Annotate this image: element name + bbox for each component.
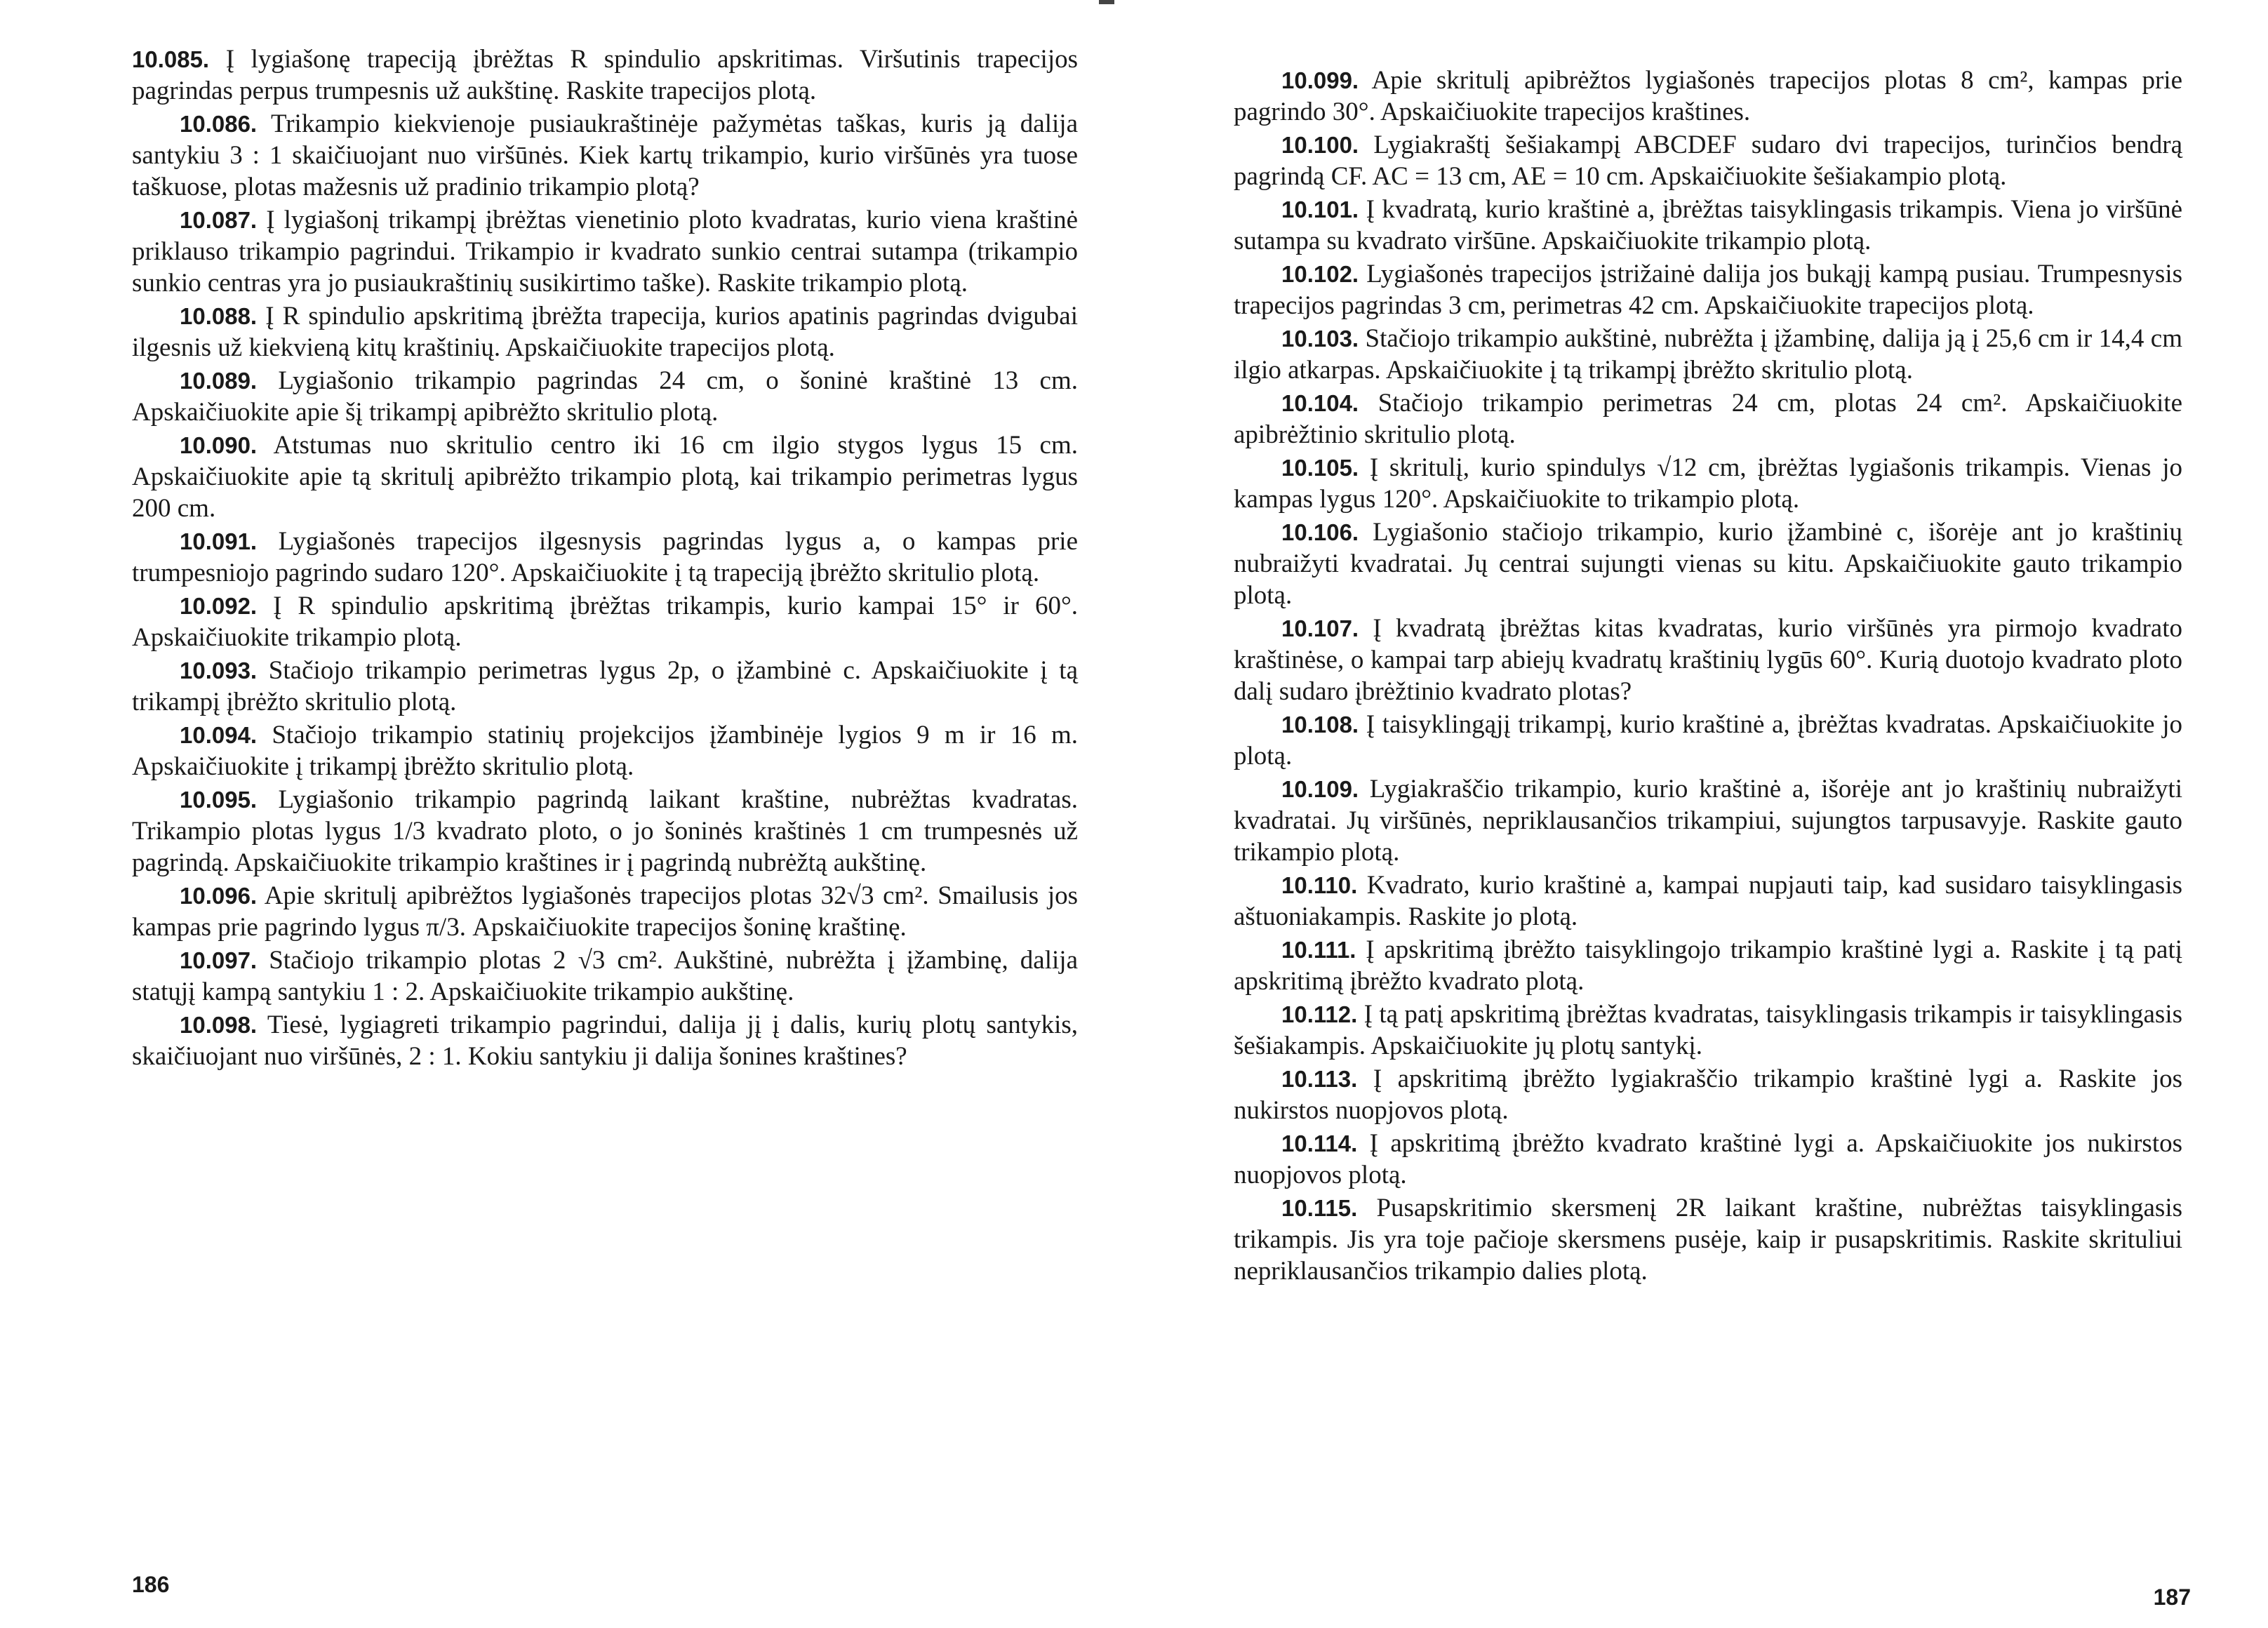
problem-text: Pusapskritimio skersmenį 2R laikant kraštine, nubrėžtas taisyklingasis trikampis. Jis yra toje pačioje skersmens pusėje, kaip ir pusapskritimis. Raskite skrituliui nepriklausančios trikampio dalies plotą. [1234, 1194, 2182, 1286]
problem-text: Tiesė, lygiagreti trikampio pagrindui, dalija jį į dalis, kurių plotų santykis, skaičiuojant nuo viršūnės, 2 : 1. Kokiu santykiu ji dalija šonines kraštines? [132, 1010, 1078, 1071]
problem-number: 10.090. [180, 432, 258, 458]
problem-number: 10.101. [1281, 196, 1359, 222]
problem-number: 10.092. [180, 593, 258, 619]
problem-number: 10.085. [132, 46, 210, 72]
problem-number: 10.099. [1281, 67, 1359, 93]
problem-number: 10.107. [1281, 615, 1359, 641]
problem-number: 10.098. [180, 1012, 258, 1038]
problem-10-103 [1234, 323, 2182, 386]
page-number: 186 [132, 1572, 170, 1597]
problem-number: 10.100. [1281, 132, 1359, 158]
problem-text: Lygiašonio trikampio pagrindą laikant kraštine, nubrėžtas kvadratas. Trikampio plotas lygus 1/3 kvadrato ploto, o jo šoninės kraštinės 1 cm trumpesnės už pagrindą. Apskaičiuokite trikampio kraštines ir į pagrindą nubrėžtą aukštinę. [132, 785, 1078, 877]
problem-10-094 [132, 719, 1078, 782]
problem-number: 10.114. [1281, 1130, 1358, 1156]
problem-text: Lygiakraščio trikampio, kurio kraštinė a, išorėje ant jo kraštinių nubraižyti kvadratai. Jų viršūnės, nepriklausančios trikampiui, sujungtos tarpusavyje. Raskite gauto trikampio plotą. [1234, 775, 2182, 867]
problem-10-108 [1234, 709, 2182, 772]
problem-number: 10.111. [1281, 937, 1356, 963]
problem-number: 10.093. [180, 658, 258, 683]
problem-text: Į apskritimą įbrėžto lygiakraščio trikampio kraštinė lygi a. Raskite jos nukirstos nuopjovos plotą. [1234, 1065, 2183, 1125]
problem-10-090 [132, 429, 1078, 524]
problem-10-110 [1234, 869, 2182, 933]
problem-number: 10.087. [180, 207, 258, 233]
problem-10-100 [1234, 129, 2182, 192]
problem-number: 10.115. [1281, 1195, 1358, 1221]
problem-number: 10.094. [180, 722, 258, 748]
problem-number: 10.088. [180, 303, 258, 329]
problem-number: 10.105. [1281, 455, 1359, 481]
problem-10-087 [132, 204, 1078, 299]
problem-10-097 [132, 945, 1078, 1008]
problem-text: Lygiašonės trapecijos įstrižainė dalija jos bukąjį kampą pusiau. Trumpesnysis trapecijos pagrindas 3 cm, perimetras 42 cm. Apskaičiuokite trapecijos plotą. [1234, 260, 2183, 320]
problem-number: 10.106. [1281, 519, 1359, 545]
problem-number: 10.109. [1281, 776, 1359, 802]
problem-number: 10.089. [180, 368, 258, 394]
problem-number: 10.113. [1281, 1066, 1358, 1092]
problem-10-091 [132, 526, 1078, 589]
problem-text: Į kvadratą, kurio kraštinė a, įbrėžtas taisyklingasis trikampis. Viena jo viršūnė sutampa su kvadrato viršūne. Apskaičiuokite trikampio plotą. [1234, 195, 2183, 255]
problem-10-089 [132, 365, 1078, 428]
problem-10-111 [1234, 934, 2182, 997]
problem-text: Stačiojo trikampio statinių projekcijos įžambinėje lygios 9 m ir 16 m. Apskaičiuokite į trikampį įbrėžto skritulio plotą. [132, 721, 1078, 781]
problem-text: Į tą patį apskritimą įbrėžtas kvadratas, taisyklingasis trikampis ir taisyklingasis šešiakampis. Apskaičiuokite jų plotų santykį. [1234, 1000, 2183, 1060]
problem-number: 10.097. [180, 947, 258, 973]
problem-10-107 [1234, 613, 2182, 707]
problem-number: 10.096. [180, 883, 258, 909]
problem-10-093 [132, 655, 1078, 718]
problem-text: Lygiakraštį šešiakampį ABCDEF sudaro dvi trapecijos, turinčios bendrą pagrindą CF. AC = 13 cm, AE = 10 cm. Apskaičiuokite šešiakampio plotą. [1234, 131, 2183, 191]
problem-text: Į apskritimą įbrėžto taisyklingojo trikampio kraštinė lygi a. Raskite į tą patį apskritimą įbrėžto kvadrato plotą. [1234, 935, 2183, 996]
problem-text: Stačiojo trikampio aukštinė, nubrėžta į įžambinę, dalija ją į 25,6 cm ir 14,4 cm ilgio atkarpas. Apskaičiuokite į tą trikampį įbrėžto skritulio plotą. [1234, 324, 2183, 385]
problem-10-098 [132, 1009, 1078, 1072]
problem-text: Lygiašonio trikampio pagrindas 24 cm, o šoninė kraštinė 13 cm. Apskaičiuokite apie šį trikampį apibrėžto skritulio plotą. [132, 366, 1079, 427]
problem-text: Į lygiašonę trapeciją įbrėžtas R spindulio apskritimas. Viršutinis trapecijos pagrindas perpus trumpesnis už aukštinę. Raskite trapecijos plotą. [132, 45, 1079, 105]
right-page-column [1234, 65, 2182, 1288]
problem-text: Į taisyklingąjį trikampį, kurio kraštinė a, įbrėžtas kvadratas. Apskaičiuokite jo plotą. [1234, 710, 2183, 770]
problem-10-099 [1234, 65, 2182, 128]
problem-text: Į R spindulio apskritimą įbrėžta trapecija, kurios apatinis pagrindas dvigubai ilgesnis už kiekvieną kitų kraštinių. Apskaičiuokite trapecijos plotą. [132, 302, 1079, 362]
problem-10-112 [1234, 999, 2182, 1062]
problem-number: 10.095. [180, 787, 258, 813]
problem-10-104 [1234, 387, 2182, 451]
problem-text: Į lygiašonį trikampį įbrėžtas vienetinio ploto kvadratas, kurio viena kraštinė priklauso trikampio pagrindui. Trikampio ir kvadrato sunkio centrai sutampa (trikampio sunkio centras yra jo pusiaukraštinių susikirtimo taške). Raskite trikampio plotą. [132, 206, 1078, 298]
problem-text: Atstumas nuo skritulio centro iki 16 cm ilgio stygos lygus 15 cm. Apskaičiuokite apie tą skritulį apibrėžto trikampio plotą, kai trikampio perimetras lygus 200 cm. [132, 431, 1078, 523]
problem-10-102 [1234, 258, 2182, 321]
problem-10-095 [132, 784, 1078, 879]
problem-text: Trikampio kiekvienoje pusiaukraštinėje pažymėtas taškas, kuris ją dalija santykiu 3 : 1 skaičiuojant nuo viršūnės. Kiek kartų trikampio, kurio viršūnės yra tuose taškuose, plotas mažesnis už pradinio trikampio plotą? [132, 109, 1078, 201]
right-page [1134, 0, 2268, 1628]
problem-number: 10.110. [1281, 872, 1358, 898]
problem-10-086 [132, 108, 1078, 203]
problem-10-106 [1234, 516, 2182, 611]
left-page-column [132, 44, 1078, 1074]
problem-text: Į skritulį, kurio spindulys √12 cm, įbrėžtas lygiašonis trikampis. Vienas jo kampas lygus 120°. Apskaičiuokite to trikampio plotą. [1234, 453, 2182, 514]
problem-10-085 [132, 44, 1078, 107]
problem-number: 10.103. [1281, 326, 1359, 352]
problem-text: Lygiašonio stačiojo trikampio, kurio įžambinė c, išorėje ant jo kraštinių nubraižyti kvadratai. Jų centrai sujungti vienas su kitu. Apskaičiuokite gauto trikampio plotą. [1234, 518, 2183, 610]
page-number: 187 [2153, 1584, 2191, 1610]
problem-text: Kvadrato, kurio kraštinė a, kampai nupjauti taip, kad susidaro taisyklingasis aštuoniakampis. Raskite jo plotą. [1234, 871, 2182, 931]
problem-text: Į kvadratą įbrėžtas kitas kvadratas, kurio viršūnės yra pirmojo kvadrato kraštinėse, o kampai tarp abiejų kvadratų kraštinių lygūs 60°. Kurią duotojo kvadrato ploto dalį sudaro įbrėžtinio kvadrato plotas? [1234, 614, 2182, 706]
problem-number: 10.102. [1281, 261, 1359, 287]
problem-text: Lygiašonės trapecijos ilgesnysis pagrindas lygus a, o kampas prie trumpesniojo pagrindo sudaro 120°. Apskaičiuokite į tą trapeciją įbrėžto skritulio plotą. [132, 527, 1078, 587]
problem-number: 10.104. [1281, 390, 1359, 416]
problem-10-092 [132, 590, 1078, 653]
problem-10-114 [1234, 1128, 2182, 1191]
problem-text: Į R spindulio apskritimą įbrėžtas trikampis, kurio kampai 15° ir 60°. Apskaičiuokite trikampio plotą. [132, 592, 1078, 652]
problem-10-109 [1234, 773, 2182, 868]
problem-text: Apie skritulį apibrėžtos lygiašonės trapecijos plotas 32√3 cm². Smailusis jos kampas prie pagrindo lygus π/3. Apskaičiuokite trapecijos šoninę kraštinę. [132, 881, 1078, 942]
problem-10-113 [1234, 1063, 2182, 1126]
problem-text: Stačiojo trikampio perimetras lygus 2p, o įžambinė c. Apskaičiuokite į tą trikampį įbrėžto skritulio plotą. [132, 656, 1078, 716]
problem-text: Stačiojo trikampio plotas 2 √3 cm². Aukštinė, nubrėžta į įžambinę, dalija statųjį kampą santykiu 1 : 2. Apskaičiuokite trikampio aukštinę. [132, 946, 1078, 1006]
problem-text: Apie skritulį apibrėžtos lygiašonės trapecijos plotas 8 cm², kampas prie pagrindo 30°. Apskaičiuokite trapecijos kraštines. [1234, 66, 2182, 126]
problem-10-115 [1234, 1192, 2182, 1287]
problem-number: 10.108. [1281, 712, 1359, 738]
problem-text: Stačiojo trikampio perimetras 24 cm, plotas 24 cm². Apskaičiuokite apibrėžtinio skritulio plotą. [1234, 389, 2182, 449]
problem-number: 10.112. [1281, 1001, 1358, 1027]
problem-10-101 [1234, 194, 2182, 257]
problem-10-105 [1234, 452, 2182, 515]
problem-text: Į apskritimą įbrėžto kvadrato kraštinė lygi a. Apskaičiuokite jos nukirstos nuopjovos plotą. [1234, 1129, 2182, 1189]
problem-number: 10.091. [180, 528, 258, 554]
problem-number: 10.086. [180, 111, 258, 137]
problem-10-088 [132, 300, 1078, 363]
problem-10-096 [132, 880, 1078, 943]
